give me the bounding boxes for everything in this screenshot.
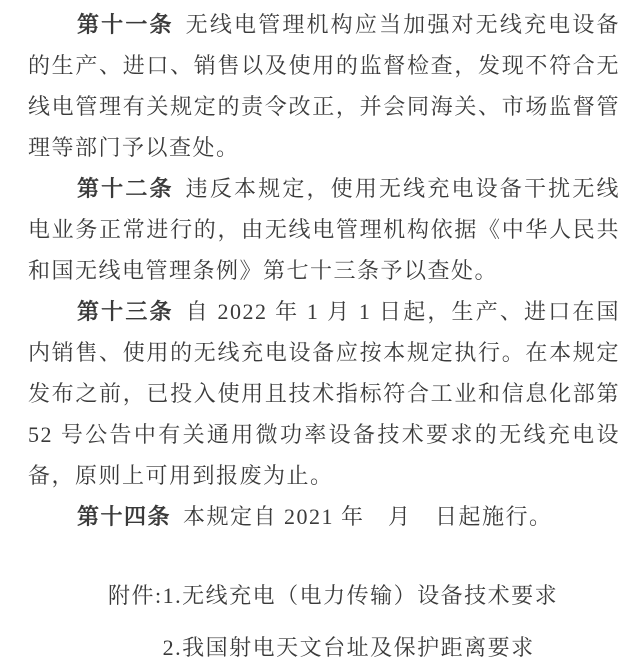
attachment-item: 2.我国射电天文台址及保护距离要求: [162, 635, 535, 660]
article-paragraph-11: [28, 4, 620, 168]
attachments-list: [163, 575, 620, 668]
article-text: 无线电管理机构应当加强对无线充电设备的生产、进口、销售以及使用的监督检查，发现不符合无线电管理有关规定的责令改正，并会同海关、市场监督管理等部门予以查处。: [28, 12, 620, 160]
article-number: 第十三条: [77, 299, 174, 324]
article-paragraph-14: [28, 496, 620, 537]
attachment-item: 1.无线充电（电力传输）设备技术要求: [162, 583, 559, 608]
article-paragraph-12: [28, 168, 620, 291]
article-paragraph-13: [28, 291, 620, 496]
attachments-label: 附件:: [108, 583, 163, 608]
article-text: 本规定自 2021 年 月 日起施行。: [183, 504, 553, 529]
article-number: 第十一条: [77, 12, 174, 37]
attachments-block: [108, 575, 620, 668]
article-number: 第十四条: [77, 504, 172, 529]
article-text: 自 2022 年 1 月 1 日起，生产、进口在国内销售、使用的无线充电设备应按本规定执行。在本规定发布之前，已投入使用且技术指标符合工业和信息化部第 52 号公告中有关通用微功率设备技术要求的无线充电设备，原则上可用到报废为止。: [28, 299, 620, 488]
article-text: 违反本规定，使用无线充电设备干扰无线电业务正常进行的，由无线电管理机构依据《中华人民共和国无线电管理条例》第七十三条予以查处。: [28, 176, 620, 283]
article-number: 第十二条: [77, 176, 174, 201]
